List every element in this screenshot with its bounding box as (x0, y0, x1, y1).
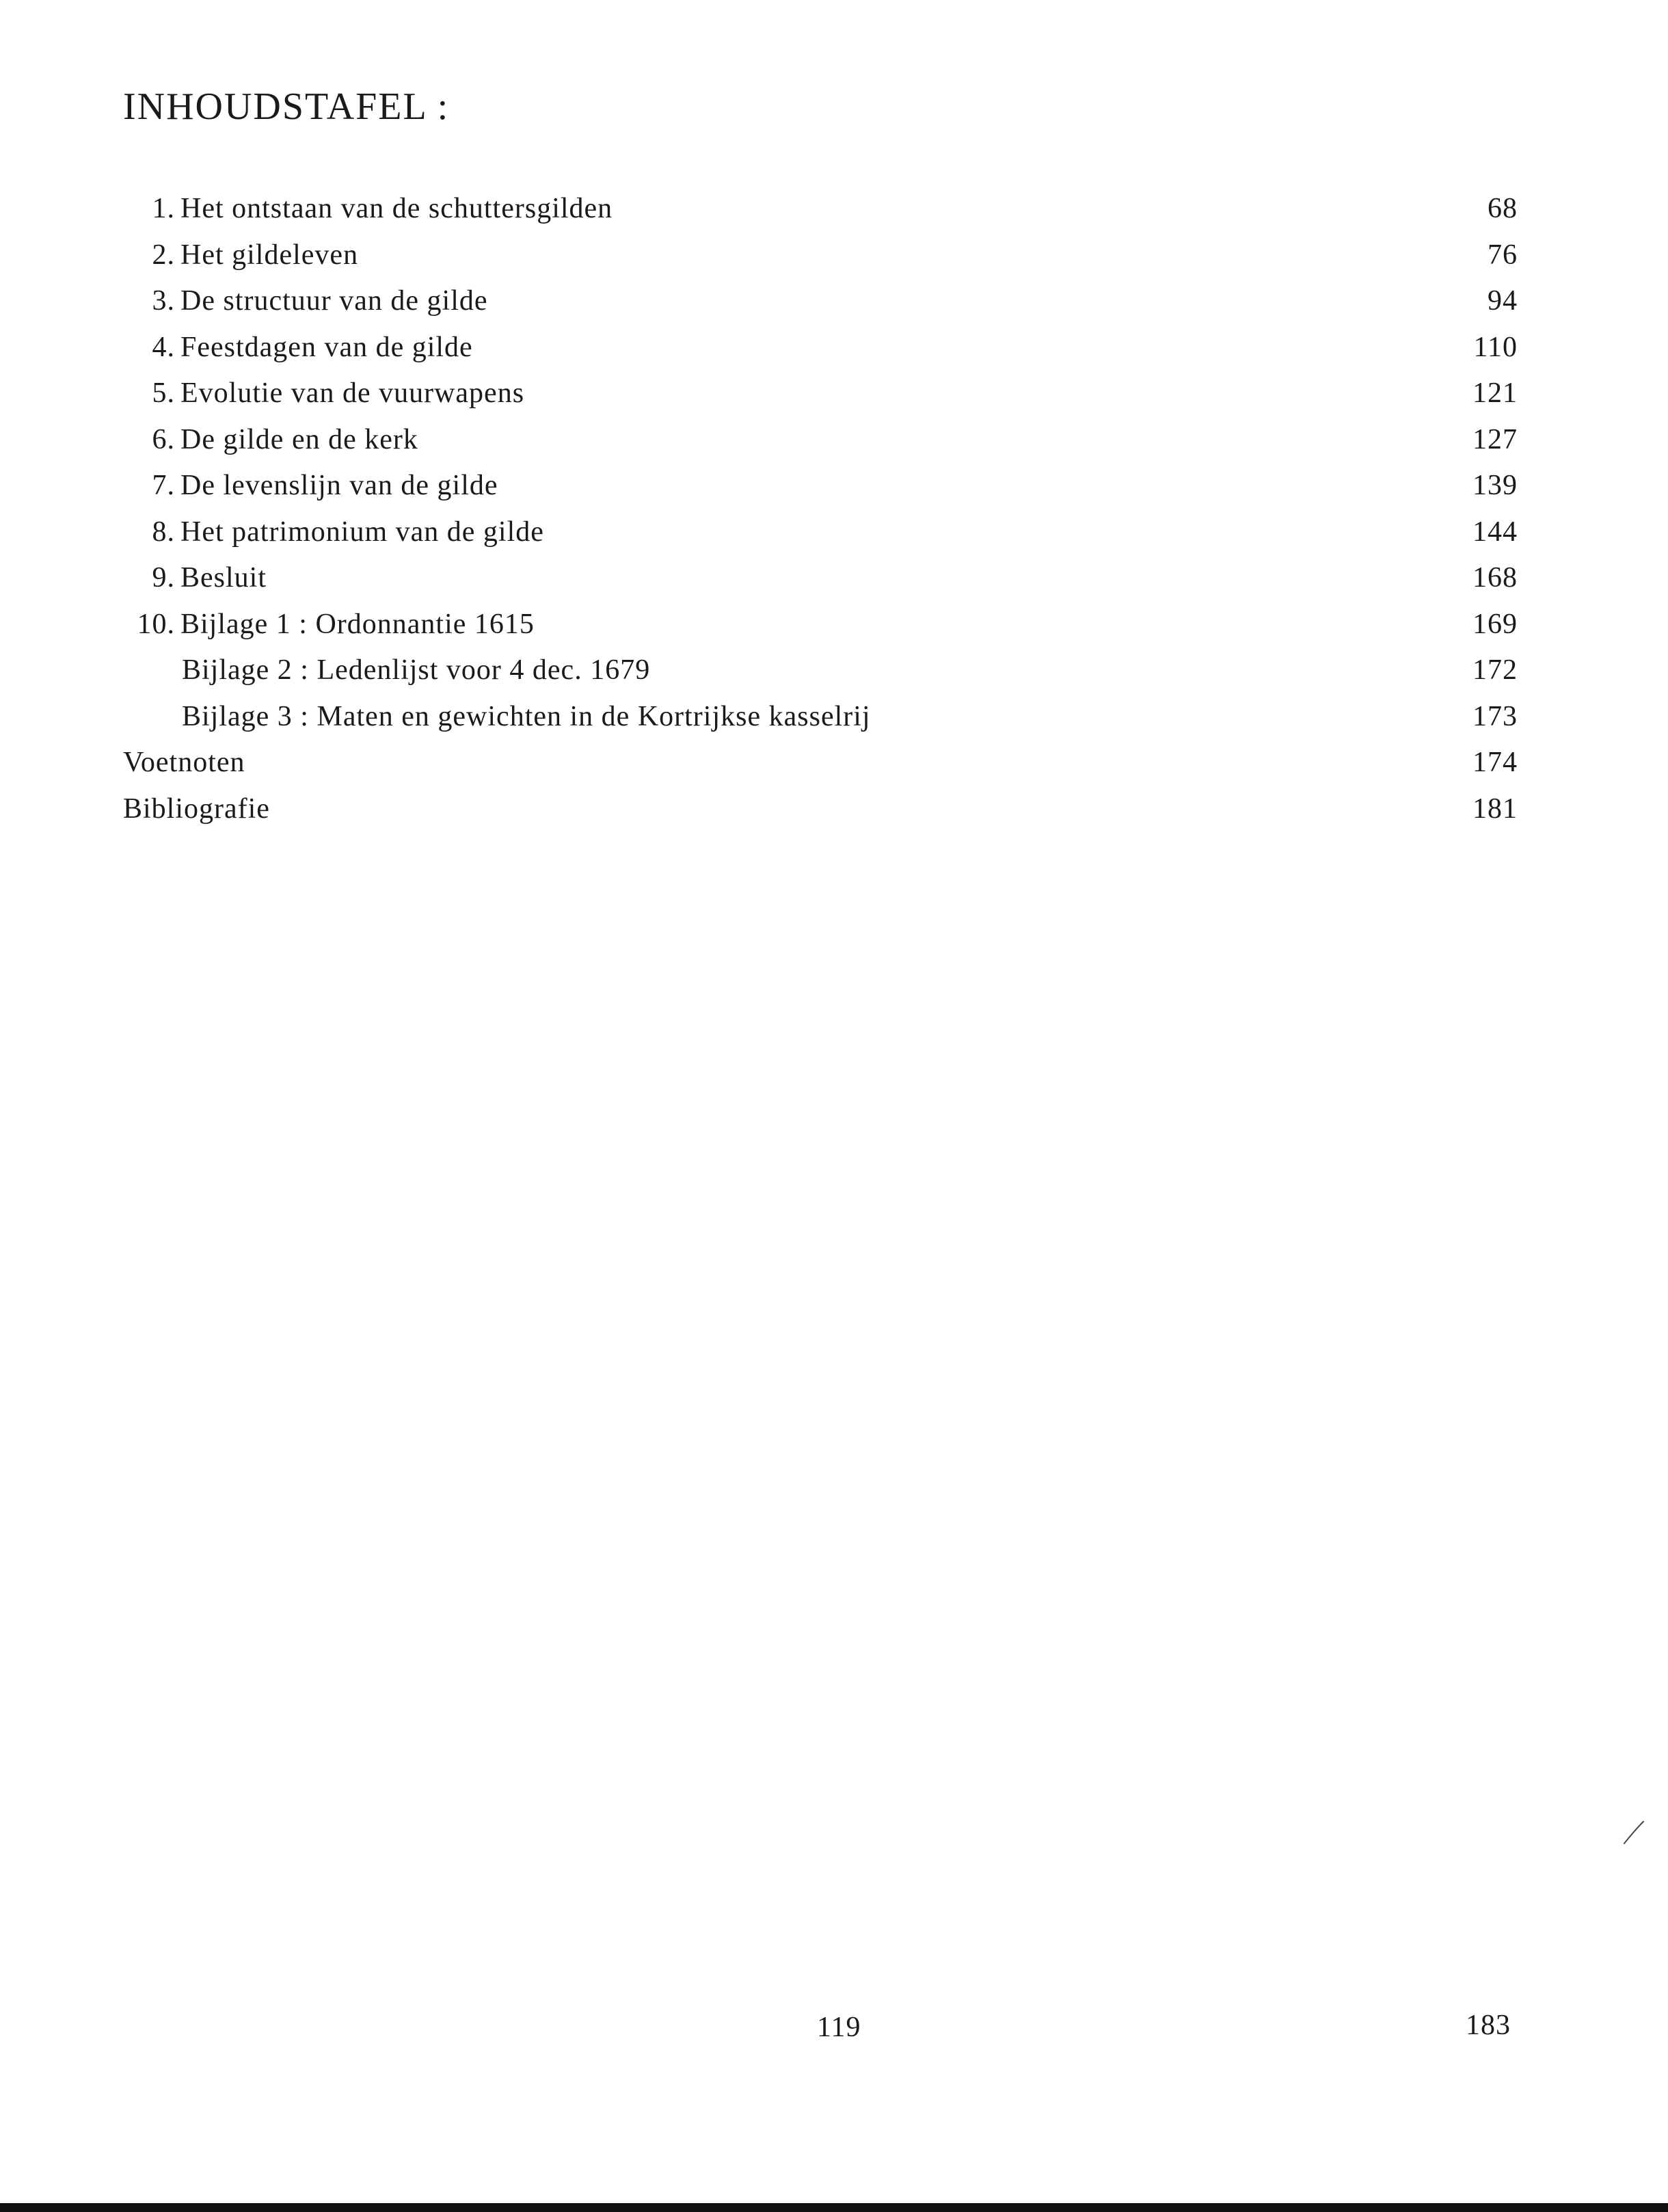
toc-entry-title: De levenslijn van de gilde (180, 470, 498, 501)
toc-entry-title: Het gildeleven (180, 239, 359, 271)
toc-entry-number: 10. (137, 608, 175, 640)
toc-entry-number: 4. (152, 331, 175, 363)
toc-entry-1 (123, 186, 1518, 232)
toc-entry-appendix-3 (123, 694, 1518, 741)
toc-entry-number: 8. (152, 516, 175, 548)
toc-entry-number: 9. (152, 562, 175, 594)
toc-entry-10 (123, 602, 1518, 648)
toc-entry-3 (123, 278, 1518, 325)
toc-entry-7 (123, 463, 1518, 509)
toc-entry-title: Bijlage 3 : Maten en gewichten in de Kortrijkse kasselrij (182, 700, 871, 732)
toc-entry-number: 2. (152, 239, 175, 271)
toc-entry-page: 68 (1488, 193, 1518, 224)
toc-entry-number: 1. (152, 193, 175, 224)
toc-entry-title: Het ontstaan van de schuttersgilden (180, 193, 613, 224)
toc-entry-page: 127 (1472, 423, 1518, 455)
toc-entry-title: Het patrimonium van de gilde (180, 516, 544, 548)
toc-entry-page: 76 (1488, 239, 1518, 271)
toc-entry-6 (123, 417, 1518, 464)
toc-entry-number: 3. (152, 285, 175, 317)
toc-heading: INHOUDSTAFEL : (123, 85, 450, 128)
page-number-center: 119 (817, 2012, 861, 2043)
toc-entry-5 (123, 371, 1518, 417)
toc-entry-page: 121 (1472, 377, 1518, 409)
toc-entry-4 (123, 325, 1518, 371)
toc-entry-appendix-2 (123, 648, 1518, 694)
toc-entry-page: 169 (1472, 608, 1518, 640)
toc-entry-title: De gilde en de kerk (180, 423, 418, 455)
toc-entry-page: 172 (1472, 654, 1518, 686)
toc-entry-page: 139 (1472, 470, 1518, 501)
toc-entry-number: 5. (152, 377, 175, 409)
toc-entry-8 (123, 509, 1518, 556)
toc-entry-title: Bijlage 2 : Ledenlijst voor 4 dec. 1679 (182, 654, 651, 686)
toc-entry-page: 144 (1472, 516, 1518, 548)
toc-entry-title: Bijlage 1 : Ordonnantie 1615 (180, 608, 535, 640)
toc-entry-page: 94 (1488, 285, 1518, 317)
toc-entry-title: Evolutie van de vuurwapens (180, 377, 525, 409)
toc-entry-title: Bibliografie (123, 792, 270, 825)
toc-entry-9 (123, 555, 1518, 602)
toc-entry-bibliography (123, 786, 1518, 833)
toc-entry-number: 6. (152, 423, 175, 455)
toc-entry-footnotes (123, 740, 1518, 786)
toc-entry-page: 110 (1473, 331, 1518, 363)
toc-entry-page: 174 (1472, 747, 1518, 778)
toc-entry-2 (123, 232, 1518, 279)
pen-stroke-mark (1620, 1819, 1647, 1846)
toc-entry-page: 168 (1472, 562, 1518, 594)
toc-entry-page: 173 (1472, 700, 1518, 732)
table-of-contents (123, 186, 1518, 832)
toc-entry-title: Besluit (180, 562, 267, 594)
toc-entry-title: Voetnoten (123, 747, 245, 778)
toc-entry-title: De structuur van de gilde (180, 285, 488, 317)
toc-entry-page: 181 (1472, 792, 1518, 825)
toc-entry-number: 7. (152, 470, 175, 501)
toc-entry-title: Feestdagen van de gilde (180, 331, 473, 363)
bottom-edge-rule (0, 2203, 1668, 2212)
page-number-right: 183 (1466, 2010, 1511, 2041)
